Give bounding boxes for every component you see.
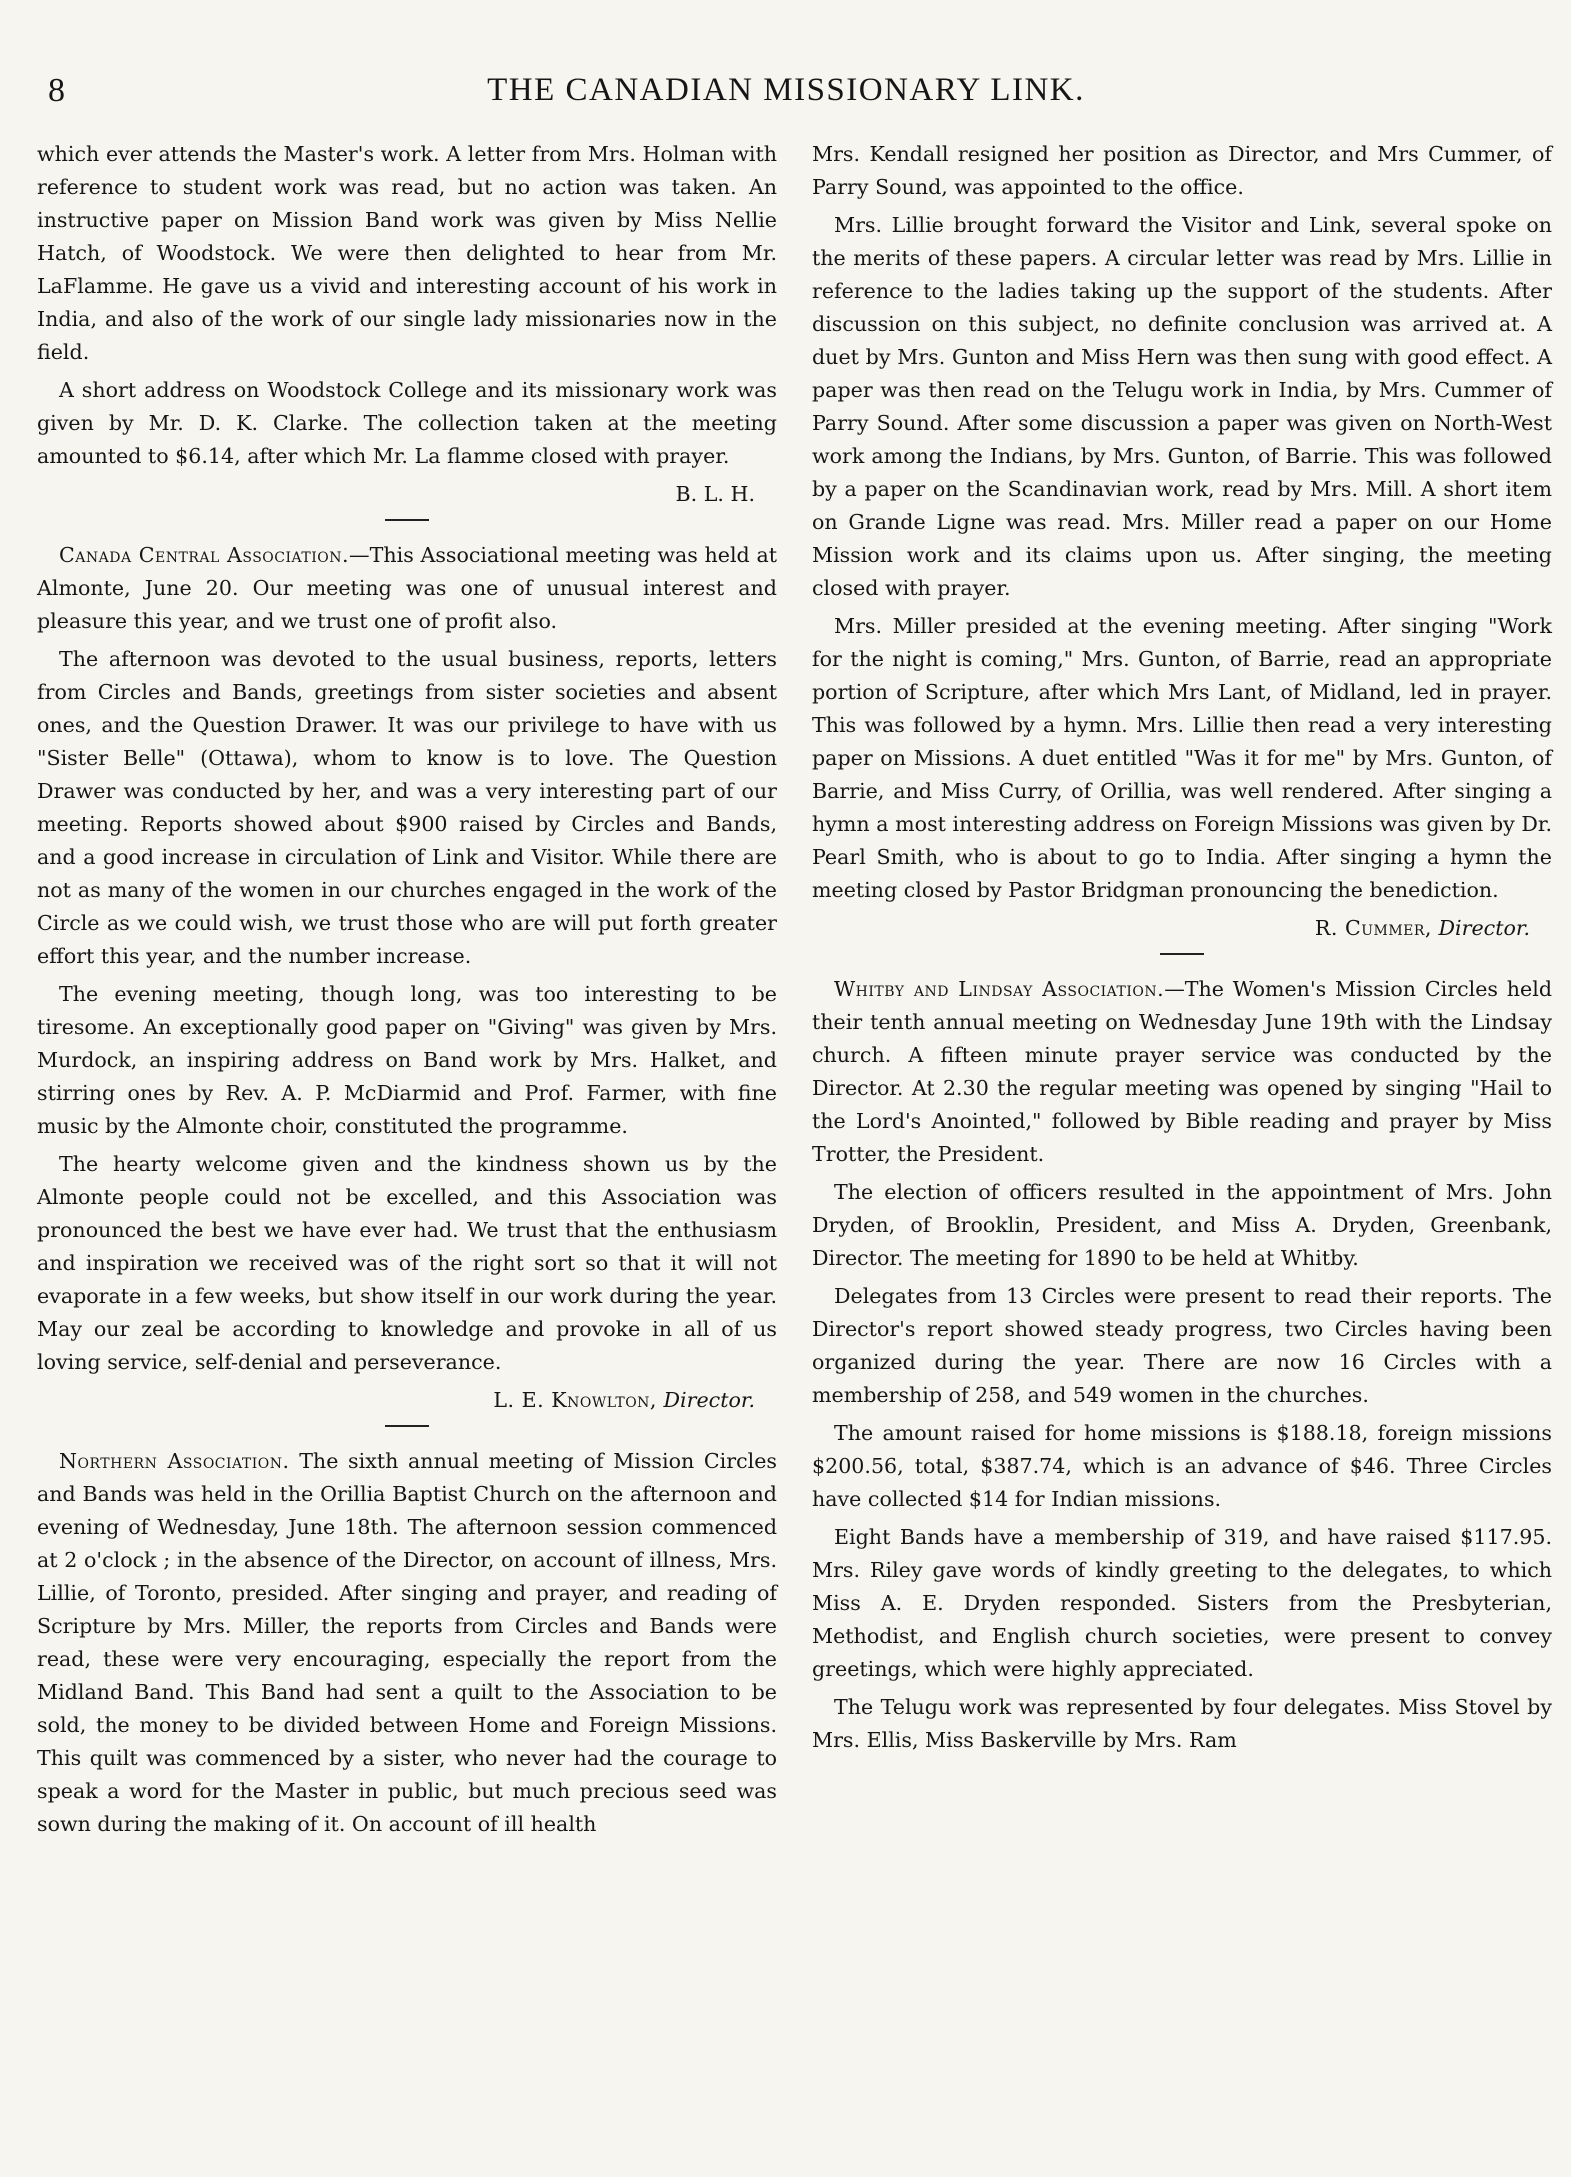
paragraph-text: The sixth annual meeting of Mission Circles and Bands was held in the Orillia Baptist Church on the afternoon and evening of Wednesday, June 18th. The afternoon session commenced at 2 o'clock ; in the absence of the Director, on account of illness, Mrs. Lillie, of Toronto, presided. After singing and prayer, and reading of Scripture by Mrs. Miller, the reports from Circles and Bands were read, these were very encouraging, especially the report from the Midland Band. This Band had sent a quilt to the Association to be sold, the money to be divided between Home and Foreign Missions. This quilt was commenced by a sister, who never had the courage to speak a word for the Master in public, but much precious seed was sown during the making of it. On account of ill health <box>37 1449 777 1836</box>
article-paragraph: The afternoon was devoted to the usual business, reports, letters from Circles and Bands, greetings from sister societies and absent ones, and the Question Drawer. It was our privilege to have with us "Sister Belle" (Ottawa), whom to know is to love. The Question Drawer was conducted by her, and was a very interesting part of our meeting. Reports showed about $900 raised by Circles and Bands, and a good increase in circulation of Link and Visitor. While there are not as many of the women in our churches engaged in the work of the Circle as we could wish, we trust those who are will put forth greater effort this year, and the number increase. <box>37 647 777 968</box>
canada-central-intro <box>37 539 777 638</box>
article-paragraph: A short address on Woodstock College and its missionary work was given by Mr. D. K. Clarke. The collection taken at the meeting amounted to $6.14, after which Mr. La flamme closed with prayer. <box>37 378 777 468</box>
article-paragraph: Eight Bands have a membership of 319, and have raised $117.95. Mrs. Riley gave words of kindly greeting to the delegates, to which Miss A. E. Dryden responded. Sisters from the Presbyterian, Methodist, and English church societies, were present to convey greetings, which were highly appreciated. <box>812 1525 1552 1681</box>
signature-role: Director. <box>663 1388 755 1412</box>
page-header <box>40 72 1532 132</box>
article-paragraph: The amount raised for home missions is $188.18, foreign missions $200.56, total, $387.74, which is an advance of $46. Three Circles have collected $14 for Indian missions. <box>812 1421 1552 1511</box>
article-paragraph: which ever attends the Master's work. A letter from Mrs. Holman with reference to student work was read, but no action was taken. An instructive paper on Mission Band work was given by Miss Nellie Hatch, of Woodstock. We were then delighted to hear from Mr. LaFlamme. He gave us a vivid and interesting account of his work in India, and also of the work of our single lady missionaries now in the field. <box>37 142 777 364</box>
section-divider <box>385 1425 429 1427</box>
article-paragraph: The Telugu work was represented by four delegates. Miss Stovel by Mrs. Ellis, Miss Baskerville by Mrs. Ram <box>812 1695 1552 1752</box>
section-heading: Canada Central Association. <box>59 543 350 567</box>
page-number: 8 <box>48 72 65 109</box>
section-heading: Whitby and Lindsay Association. <box>834 977 1165 1001</box>
signature-role: Director. <box>1438 916 1530 940</box>
right-column <box>812 138 1552 1762</box>
northern-intro <box>37 1445 777 1841</box>
whitby-intro <box>812 973 1552 1171</box>
article-paragraph: Mrs. Miller presided at the evening meeting. After singing "Work for the night is coming," Mrs. Gunton, of Barrie, read an appropriate portion of Scripture, after which Mrs Lant, of Midland, led in prayer. This was followed by a hymn. Mrs. Lillie then read a very interesting paper on Missions. A duet entitled "Was it for me" by Mrs. Gunton, of Barrie, and Miss Curry, of Orillia, was well rendered. After singing a hymn a most interesting address on Foreign Missions was given by Dr. Pearl Smith, who is about to go to India. After singing a hymn the meeting closed by Pastor Bridgman pronouncing the benediction. <box>812 614 1552 902</box>
section-heading: Northern Association. <box>59 1449 290 1473</box>
section-divider <box>385 519 429 521</box>
signature-initials: B. L. H. <box>675 482 755 506</box>
article-paragraph: Delegates from 13 Circles were present to read their reports. The Director's report showed steady progress, two Circles having been organized during the year. There are now 16 Circles with a membership of 258, and 549 women in the churches. <box>812 1284 1552 1407</box>
article-paragraph: The election of officers resulted in the appointment of Mrs. John Dryden, of Brooklin, President, and Miss A. Dryden, Greenbank, Director. The meeting for 1890 to be held at Whitby. <box>812 1180 1552 1270</box>
running-head-title: THE CANADIAN MISSIONARY LINK. <box>487 72 1085 108</box>
signature-name: L. E. Knowlton, <box>493 1388 657 1412</box>
section-divider <box>1160 953 1204 955</box>
left-column <box>37 138 777 1846</box>
article-paragraph: Mrs. Lillie brought forward the Visitor and Link, several spoke on the merits of these papers. A circular letter was read by Mrs. Lillie in reference to the ladies taking up the support of the students. After discussion on this subject, no definite conclusion was arrived at. A duet by Mrs. Gunton and Miss Hern was then sung with good effect. A paper was then read on the Telugu work in India, by Mrs. Cummer of Parry Sound. After some discussion a paper was given on North-West work among the Indians, by Mrs. Gunton, of Barrie. This was followed by a paper on the Scandinavian work, read by Mrs. Mill. A short item on Grande Ligne was read. Mrs. Miller read a paper on our Home Mission work and its claims upon us. After singing, the meeting closed with prayer. <box>812 213 1552 600</box>
paragraph-text: —The Women's Mission Circles held their tenth annual meeting on Wednesday June 19th with the Lindsay church. A fifteen minute prayer service was conducted by the Director. At 2.30 the regular meeting was opened by singing "Hail to the Lord's Anointed," followed by Bible reading and prayer by Miss Trotter, the President. <box>812 977 1553 1166</box>
signature-director <box>37 1384 777 1417</box>
signature-name: R. Cummer, <box>1314 916 1432 940</box>
article-paragraph: The hearty welcome given and the kindness shown us by the Almonte people could not be excelled, and this Association was pronounced the best we have ever had. We trust that the enthusiasm and inspiration we received was of the right sort so that it will not evaporate in a few weeks, but show itself in our work during the year. May our zeal be according to knowledge and provoke in all of us loving service, self-denial and perseverance. <box>37 1152 777 1374</box>
paragraph-text: —This Associational meeting was held at Almonte, June 20. Our meeting was one of unusual interest and pleasure this year, and we trust one of profit also. <box>37 543 777 633</box>
signature-director <box>812 912 1552 945</box>
article-paragraph: The evening meeting, though long, was too interesting to be tiresome. An exceptionally good paper on "Giving" was given by Mrs. Murdock, an inspiring address on Band work by Mrs. Halket, and stirring ones by Rev. A. P. McDiarmid and Prof. Farmer, with fine music by the Almonte choir, constituted the programme. <box>37 982 777 1138</box>
article-paragraph: Mrs. Kendall resigned her position as Director, and Mrs Cummer, of Parry Sound, was appointed to the office. <box>812 142 1552 199</box>
